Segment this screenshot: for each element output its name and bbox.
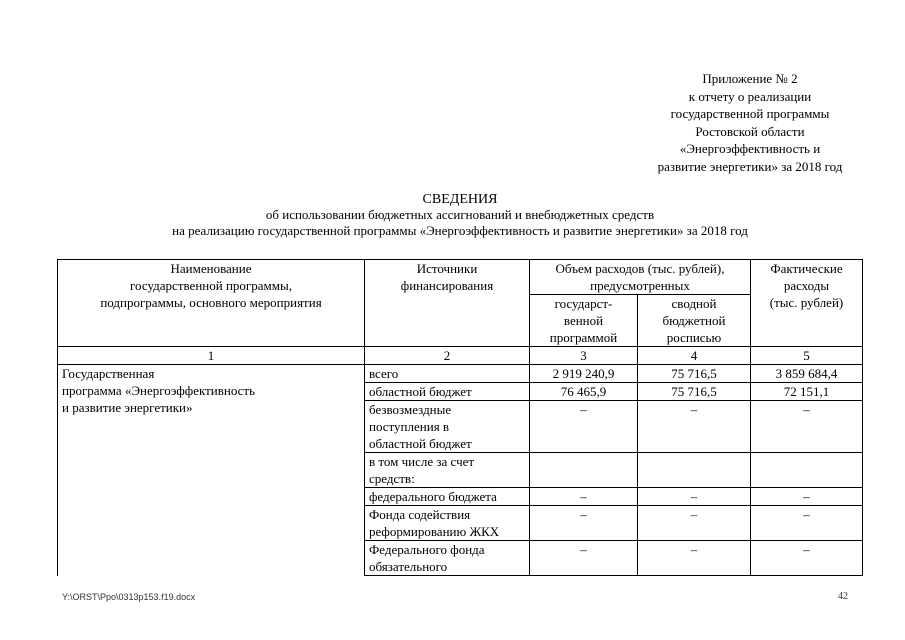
gov-value: –	[530, 488, 638, 506]
header-name: Наименование государственной программы, подпрограммы, основного мероприятия	[58, 260, 365, 347]
gov-value	[530, 453, 638, 488]
source-cell: в том числе за счет средств:	[365, 453, 530, 488]
column-index: 1	[58, 347, 365, 365]
column-index: 2	[365, 347, 530, 365]
column-index: 5	[751, 347, 863, 365]
page-number: 42	[838, 591, 848, 602]
summary-value: –	[638, 541, 751, 576]
summary-value: –	[638, 506, 751, 541]
column-index: 3	[530, 347, 638, 365]
gov-value: –	[530, 506, 638, 541]
actual-value: –	[751, 506, 863, 541]
actual-value: –	[751, 488, 863, 506]
summary-value: –	[638, 401, 751, 453]
header-sources: Источники финансирования	[365, 260, 530, 347]
gov-value: –	[530, 401, 638, 453]
summary-value: 75 716,5	[638, 365, 751, 383]
appendix-line: «Энергоэффективность и	[679, 141, 821, 156]
table-row	[58, 365, 863, 383]
document-title: СВЕДЕНИЯ	[422, 192, 498, 207]
appendix-line: Ростовской области	[695, 123, 805, 139]
appendix-block	[630, 70, 870, 175]
gov-value: 76 465,9	[530, 383, 638, 401]
gov-value: 2 919 240,9	[530, 365, 638, 383]
source-cell: безвозмездные поступления в областной бюджет	[365, 401, 530, 453]
actual-value: –	[751, 541, 863, 576]
summary-value: 75 716,5	[638, 383, 751, 401]
source-cell: федерального бюджета	[365, 488, 530, 506]
column-index: 4	[638, 347, 751, 365]
appendix-line: государственной программы	[670, 106, 830, 121]
source-cell: всего	[365, 365, 530, 383]
actual-value: –	[751, 401, 863, 453]
header-summary-budget: сводной бюджетной росписью	[638, 295, 751, 347]
header-gov-program: государст- венной программой	[530, 295, 638, 347]
summary-value	[638, 453, 751, 488]
gov-value: –	[530, 541, 638, 576]
actual-value: 3 859 684,4	[751, 365, 863, 383]
actual-value	[751, 453, 863, 488]
source-cell: Федерального фонда обязательного	[365, 541, 530, 576]
column-index-row	[58, 347, 863, 365]
subtitle-line-2: на реализацию государственной программы «Энергоэффективность и развитие энергетики» за 2018 год	[172, 223, 748, 238]
summary-value: –	[638, 488, 751, 506]
header-actual: Фактические расходы (тыс. рублей)	[751, 260, 863, 347]
subtitle-line-1: об использовании бюджетных ассигнований и внебюджетных средств	[265, 207, 655, 222]
document-subtitle	[60, 207, 860, 239]
header-volume: Объем расходов (тыс. рублей), предусмотренных	[530, 260, 751, 295]
file-path: Y:\ORST\Ppo\0313p153.f19.docx	[62, 592, 196, 602]
source-cell: Фонда содействия реформированию ЖКХ	[365, 506, 530, 541]
appendix-line: к отчету о реализации	[688, 88, 812, 104]
actual-value: 72 151,1	[751, 383, 863, 401]
appendix-line: развитие энергетики» за 2018 год	[657, 158, 843, 174]
source-cell: областной бюджет	[365, 383, 530, 401]
expenditure-table	[57, 259, 863, 576]
appendix-line: Приложение № 2	[702, 71, 798, 86]
program-name-cell: Государственная программа «Энергоэффективность и развитие энергетики»	[58, 365, 365, 576]
